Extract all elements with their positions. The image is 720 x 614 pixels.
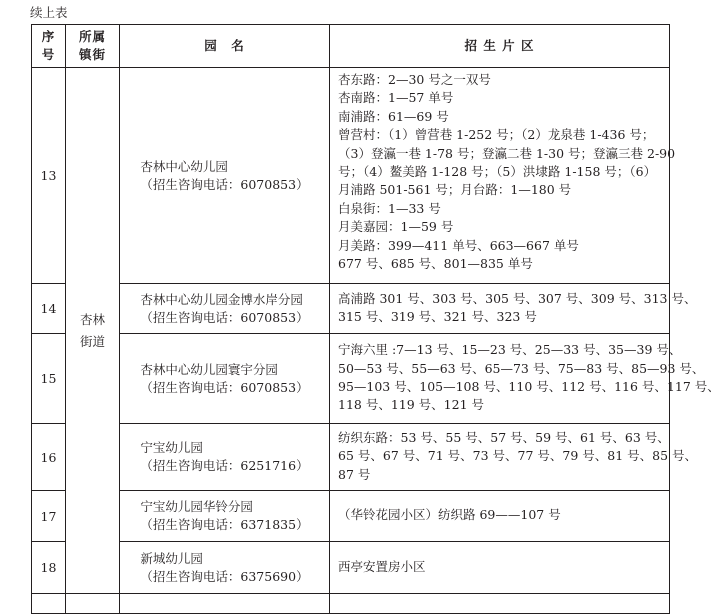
area-line: （3）登瀛一巷 1-78 号；登瀛二巷 1-30 号；登瀛三巷 2-90 — [338, 145, 676, 161]
area-line: 南浦路：61—69 号 — [338, 108, 449, 124]
kindergarten-cell — [120, 491, 330, 542]
area-line: 65 号、67 号、71 号、73 号、77 号、79 号、81 号、85 号、 — [338, 448, 698, 464]
table-row — [32, 542, 670, 594]
header-seq — [32, 25, 66, 68]
kindergarten-name: 宁宝幼儿园华铃分园 — [140, 499, 253, 514]
area-line: 纺织东路：53 号、55 号、57 号、59 号、61 号、63 号、 — [338, 429, 670, 445]
kindergarten-phone: （招生咨询电话：6251716） — [140, 458, 309, 473]
enrollment-table — [31, 24, 720, 614]
town-name-line-1: 杏林 — [79, 311, 105, 327]
kindergarten-cell — [120, 284, 330, 334]
area-cell — [330, 284, 697, 334]
area-line: （华铃花园小区）纺织路 69——107 号 — [338, 507, 561, 523]
area-line: 315 号、319 号、321 号、323 号 — [338, 309, 537, 324]
kindergarten-cell — [120, 68, 330, 284]
area-cell — [330, 68, 676, 284]
header-row — [32, 25, 670, 68]
kindergarten-name: 新城幼儿园 — [140, 550, 203, 566]
row-seq: 18 — [32, 542, 66, 594]
area-line: 月美路：399—411 单号、663—667 单号 — [338, 237, 579, 253]
area-line: 月美嘉园：1—59 号 — [338, 219, 454, 235]
area-line: 杏东路：2—30 号之一双号 — [338, 72, 491, 87]
area-line: 曾营村：（1）曾营巷 1-252 号；（2）龙泉巷 1-436 号； — [338, 127, 655, 143]
kindergarten-phone: （招生咨询电话：6375690） — [140, 568, 309, 584]
table-row — [32, 68, 670, 284]
kindergarten-cell — [120, 542, 330, 594]
area-line: 50—53 号、55—63 号、65—73 号、75—83 号、85—93 号、 — [338, 360, 705, 376]
row-seq: 16 — [32, 424, 66, 491]
area-line: 宁海六里 :7—13 号、15—23 号、25—33 号、35—39 号、 — [338, 342, 682, 358]
kindergarten-phone: （招生咨询电话：6070853） — [140, 379, 309, 395]
area-line: 西亭安置房小区 — [338, 558, 426, 574]
area-cell — [330, 334, 720, 424]
area-cell — [330, 542, 670, 594]
header-seq-line-1: 序 — [41, 29, 56, 44]
table-row — [32, 491, 670, 542]
table-row — [32, 334, 670, 424]
header-area: 招 生 片 区 — [330, 25, 670, 68]
area-line: 118 号、119 号、121 号 — [338, 397, 484, 413]
kindergarten-cell — [120, 334, 330, 424]
kindergarten-phone: （招生咨询电话：6371835） — [140, 517, 309, 532]
area-line: 号；（4）鳌美路 1-128 号；（5）洪埭路 1-158 号；（6） — [338, 164, 657, 180]
table-row — [32, 284, 670, 334]
area-cell — [330, 491, 670, 542]
area-line: 高浦路 301 号、303 号、305 号、307 号、309 号、313 号、 — [338, 290, 697, 306]
header-town-line-1: 所属 — [78, 29, 106, 44]
table-row-continuation — [32, 594, 670, 614]
row-seq: 14 — [32, 284, 66, 334]
area-line: 杏南路：1—57 单号 — [338, 90, 454, 106]
kindergarten-name: 杏林中心幼儿园 — [140, 158, 228, 174]
area-line: 87 号 — [338, 466, 371, 482]
kindergarten-cell — [120, 424, 330, 491]
row-seq: 17 — [32, 491, 66, 542]
kindergarten-name: 宁宝幼儿园 — [140, 440, 203, 455]
table-row — [32, 424, 670, 491]
table-caption: 续上表 — [30, 5, 68, 20]
area-line: 95—103 号、105—108 号、110 号、112 号、116 号、117 号、 — [338, 379, 720, 394]
row-seq: 13 — [32, 68, 66, 284]
town-name-line-2: 街道 — [79, 333, 105, 349]
area-line: 白泉街：1—33 号 — [338, 200, 441, 216]
row-seq: 15 — [32, 334, 66, 424]
town-cell — [66, 68, 120, 594]
kindergarten-phone: （招生咨询电话：6070853） — [140, 176, 309, 192]
header-town-line-2: 镇街 — [78, 47, 106, 62]
area-line: 月浦路 501-561 号；月台路：1—180 号 — [338, 182, 572, 198]
header-seq-line-2: 号 — [41, 47, 56, 62]
area-line: 677 号、685 号、801—835 单号 — [338, 256, 533, 272]
kindergarten-name: 杏林中心幼儿园寰宇分园 — [140, 361, 278, 377]
area-cell — [330, 424, 698, 491]
header-town — [66, 25, 120, 68]
header-kindergarten: 园 名 — [120, 25, 330, 68]
kindergarten-phone: （招生咨询电话：6070853） — [140, 309, 309, 325]
kindergarten-name: 杏林中心幼儿园金博水岸分园 — [140, 291, 303, 307]
